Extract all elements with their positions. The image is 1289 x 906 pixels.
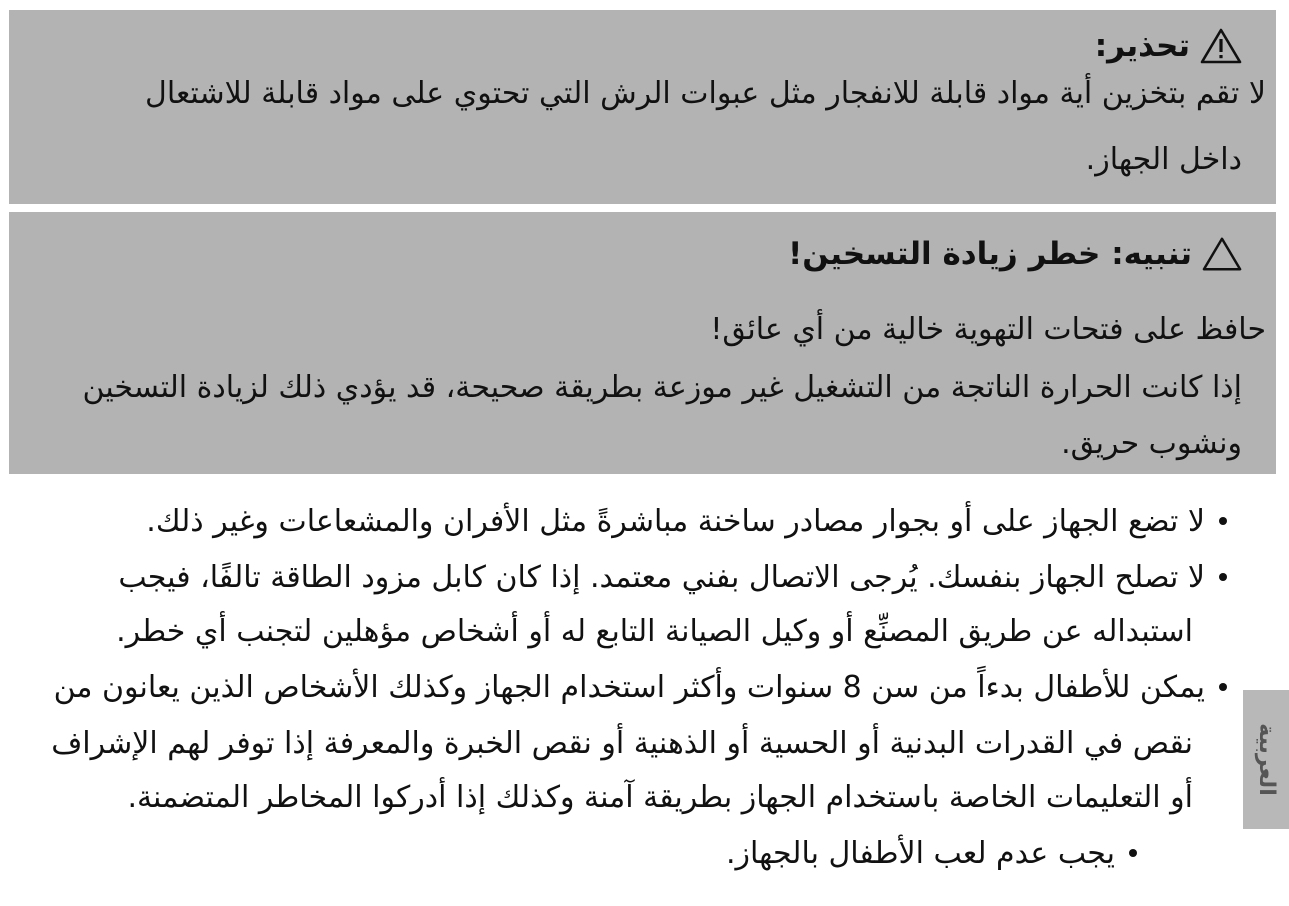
bullet-item-2 xyxy=(118,558,1227,598)
language-side-tab-label: العربية xyxy=(1253,723,1279,796)
warning-exclamation-triangle-icon xyxy=(1200,28,1242,64)
bullet-item-2-line-1: لا تصلح الجهاز بنفسك. يُرجى الاتصال بفني معتمد. إذا كان كابل مزود الطاقة تالفًا، فيجب xyxy=(118,560,1205,595)
caution-triangle-icon xyxy=(1202,236,1242,272)
language-side-tab xyxy=(1243,690,1289,829)
caution-title xyxy=(788,234,1242,274)
bullet-item-3-line-3: أو التعليمات الخاصة باستخدام الجهاز بطريقة آمنة وكذلك إذا أدركوا المخاطر المتضمنة. xyxy=(127,780,1193,815)
warning-text-line-1: لا تقم بتخزين أية مواد قابلة للانفجار مثل عبوات الرش التي تحتوي على مواد قابلة للاشتعال xyxy=(145,76,1266,111)
bullet-item-3-line-2: نقص في القدرات البدنية أو الحسية أو الذهنية أو نقص الخبرة والمعرفة إذا توفر لهم الإشراف xyxy=(51,726,1193,761)
caution-text-line-2: إذا كانت الحرارة الناتجة من التشغيل غير موزعة بطريقة صحيحة، قد يؤدي ذلك لزيادة التسخين xyxy=(82,370,1242,405)
bullet-dot-icon xyxy=(1219,683,1227,691)
bullet-item-4 xyxy=(726,834,1137,874)
bullet-dot-icon xyxy=(1219,573,1227,581)
bullet-item-1 xyxy=(146,502,1227,542)
warning-title-text: تحذير: xyxy=(1094,28,1190,64)
warning-title xyxy=(1095,26,1242,66)
caution-title-text: تنبيه: خطر زيادة التسخين! xyxy=(788,236,1192,272)
bullet-dot-icon xyxy=(1129,849,1137,857)
caution-text-line-1: حافظ على فتحات التهوية خالية من أي عائق! xyxy=(710,312,1266,347)
bullet-dot-icon xyxy=(1219,517,1227,525)
caution-box xyxy=(9,212,1276,474)
bullet-item-4-line-1: يجب عدم لعب الأطفال بالجهاز. xyxy=(725,836,1115,871)
bullet-item-3 xyxy=(54,668,1227,708)
warning-text-line-2: داخل الجهاز. xyxy=(1085,142,1242,177)
bullet-item-2-line-2: استبداله عن طريق المصنِّع أو وكيل الصيانة التابع له أو أشخاص مؤهلين لتجنب أي خطر. xyxy=(116,614,1193,649)
bullet-item-1-line-1: لا تضع الجهاز على أو بجوار مصادر ساخنة مباشرةً مثل الأفران والمشعاعات وغير ذلك. xyxy=(146,504,1205,539)
bullet-item-3-line-1: يمكن للأطفال بدءاً من سن 8 سنوات وأكثر استخدام الجهاز وكذلك الأشخاص الذين يعانون من xyxy=(53,670,1205,705)
warning-box xyxy=(9,10,1276,204)
caution-text-line-3: ونشوب حريق. xyxy=(1061,426,1242,461)
